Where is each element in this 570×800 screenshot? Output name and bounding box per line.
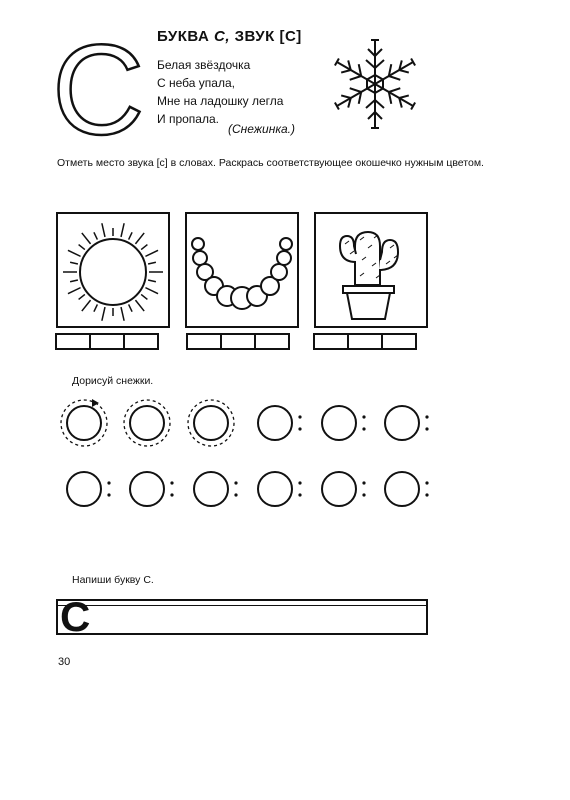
sun-ray [121, 307, 124, 321]
riddle-text [157, 56, 283, 128]
sun-icon [63, 223, 163, 320]
snowballs-group [61, 399, 429, 506]
snowball-circle [322, 472, 356, 506]
sound-slot[interactable] [254, 333, 290, 350]
trace-dot [425, 481, 428, 484]
sound-slots-cactus [315, 333, 417, 350]
snowball-circle [130, 472, 164, 506]
trace-dot [234, 493, 237, 496]
trace-dot [298, 481, 301, 484]
trace-dot [298, 415, 301, 418]
sun-ray [102, 307, 105, 321]
sun-ray [145, 288, 158, 294]
writing-guide-line [58, 605, 426, 606]
sound-slot[interactable] [55, 333, 91, 350]
task2-instruction: Дорисуй снежки. [72, 375, 154, 387]
cactus-icon [340, 232, 398, 319]
trace-dot [107, 493, 110, 496]
snowball-circle [67, 406, 101, 440]
task1-instruction: Отметь место звука [с] в словах. Раскрась соответствующее окошечко нужным цветом. [57, 157, 484, 169]
snowball-circle [67, 472, 101, 506]
trace-dot [107, 481, 110, 484]
sound-slot[interactable] [186, 333, 222, 350]
sound-slots-beads [188, 333, 290, 350]
sample-letter: С [60, 593, 91, 640]
writing-field[interactable] [56, 593, 428, 640]
snowball-circle [258, 472, 292, 506]
snowball-circle [385, 472, 419, 506]
sun-ray [129, 304, 132, 311]
page-title: БУКВА С, ЗВУК [С] [157, 28, 302, 45]
task3-instruction: Напиши букву С. [72, 574, 154, 586]
sound-slots-sun [57, 333, 159, 350]
sun-ray [70, 280, 78, 282]
trace-dot [234, 481, 237, 484]
sound-slot[interactable] [381, 333, 417, 350]
trace-dot [170, 493, 173, 496]
sun-ray [82, 300, 91, 311]
sound-slot[interactable] [89, 333, 125, 350]
sun-ray [135, 233, 144, 244]
sun-ray [94, 232, 97, 239]
sun-ray [68, 288, 81, 294]
snowball-circle [194, 472, 228, 506]
riddle-line: И пропала. [157, 112, 219, 126]
sun-ray [70, 262, 78, 264]
sun-ray [121, 223, 124, 237]
trace-dot [425, 427, 428, 430]
sun-ray [141, 294, 147, 299]
trace-dot [362, 493, 365, 496]
sun-ray [145, 250, 158, 256]
sound-slot[interactable] [313, 333, 349, 350]
snowball-circle [194, 406, 228, 440]
sun-ray [141, 245, 147, 250]
sun-ray [148, 280, 156, 282]
snowflake-icon [332, 40, 417, 128]
big-outline-letter: С [52, 19, 145, 162]
trace-dot [425, 415, 428, 418]
sun-ray [79, 245, 85, 250]
trace-dot [425, 493, 428, 496]
page-number: 30 [58, 656, 71, 668]
trace-dot [362, 481, 365, 484]
beads-icon [192, 238, 292, 309]
riddle-line: Мне на ладошку легла [157, 94, 284, 108]
riddle-answer: (Снежинка.) [228, 122, 296, 136]
sound-slot[interactable] [123, 333, 159, 350]
sun-ray [129, 232, 132, 239]
trace-dot [298, 493, 301, 496]
riddle-line: Белая звёздочка [157, 58, 251, 72]
trace-dot [170, 481, 173, 484]
sound-slot[interactable] [220, 333, 256, 350]
riddle-line: С неба упала, [157, 76, 235, 90]
sun-ray [79, 294, 85, 299]
snowball-circle [322, 406, 356, 440]
sun-ray [94, 304, 97, 311]
sun-ray [148, 262, 156, 264]
snowball-circle [130, 406, 164, 440]
trace-dot [362, 415, 365, 418]
snowball-circle [385, 406, 419, 440]
trace-arrow-icon [92, 399, 99, 407]
sun-ray [82, 233, 91, 244]
sun-ray [102, 223, 105, 237]
trace-dot [298, 427, 301, 430]
trace-dot [362, 427, 365, 430]
sun-ray [135, 300, 144, 311]
snowball-circle [258, 406, 292, 440]
sun-ray [68, 250, 81, 256]
sound-slot[interactable] [347, 333, 383, 350]
